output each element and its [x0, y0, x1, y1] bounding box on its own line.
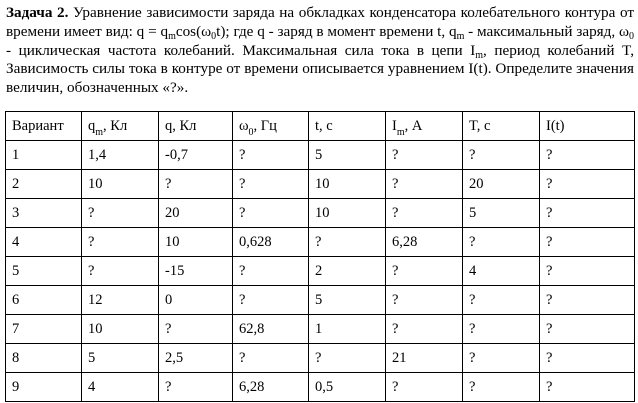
table-cell: 62,8 [233, 315, 309, 344]
table-cell: ? [386, 373, 463, 402]
header-qm-sub: m [95, 127, 104, 139]
table-cell: 4 [463, 257, 540, 286]
table-row [6, 373, 635, 402]
task-text-part-5: - циклическая частота колебаний. Максимальная сила тока в цепи I [6, 41, 476, 59]
table-cell: ? [159, 170, 233, 199]
table-cell: 1 [6, 141, 82, 170]
table-cell: ? [463, 228, 540, 257]
table-cell: 5 [309, 286, 386, 315]
header-w0-unit: , Гц [253, 117, 277, 134]
table-cell: ? [540, 286, 635, 315]
table-row [6, 344, 635, 373]
table-cell: ? [233, 257, 309, 286]
header-T: T, с [463, 112, 540, 141]
table-cell: ? [309, 344, 386, 373]
table-cell: ? [540, 344, 635, 373]
table-cell: ? [386, 170, 463, 199]
table-cell: 5 [463, 199, 540, 228]
table-cell: ? [233, 199, 309, 228]
table-cell: ? [540, 170, 635, 199]
table-cell: ? [82, 228, 159, 257]
table-cell: ? [386, 286, 463, 315]
table-row [6, 257, 635, 286]
table-cell: 3 [6, 199, 82, 228]
table-cell: ? [233, 141, 309, 170]
table-row [6, 199, 635, 228]
table-cell: 5 [309, 141, 386, 170]
task-label: Задача 2. [6, 4, 69, 21]
header-qm-symbol: q [88, 117, 96, 134]
subscript-m-2: m [456, 30, 465, 42]
table-row [6, 286, 635, 315]
header-It: I(t) [540, 112, 635, 141]
table-cell: ? [540, 199, 635, 228]
table-cell: ? [386, 315, 463, 344]
table-row [6, 141, 635, 170]
subscript-m-1: m [168, 30, 176, 42]
subscript-0-2: 0 [629, 30, 634, 42]
table-cell: 2 [309, 257, 386, 286]
table-row [6, 315, 635, 344]
variants-table [5, 111, 635, 402]
table-cell: 4 [82, 373, 159, 402]
table-cell: ? [233, 344, 309, 373]
table-cell: 6,28 [233, 373, 309, 402]
table-cell: ? [386, 199, 463, 228]
table-cell: ? [233, 170, 309, 199]
table-cell: 2,5 [159, 344, 233, 373]
table-cell: 6 [6, 286, 82, 315]
header-w0 [233, 112, 309, 141]
table-cell: 8 [6, 344, 82, 373]
table-cell: ? [463, 373, 540, 402]
table-cell: 4 [6, 228, 82, 257]
table-cell: ? [540, 373, 635, 402]
table-cell: ? [540, 228, 635, 257]
table-cell: 1,4 [82, 141, 159, 170]
table-cell: 20 [159, 199, 233, 228]
table-cell: ? [540, 315, 635, 344]
table-cell: 7 [6, 315, 82, 344]
task-text [6, 4, 634, 98]
subscript-m-3: m [475, 49, 484, 61]
table-cell: ? [540, 257, 635, 286]
table-cell: ? [463, 344, 540, 373]
task-text-part-6: , период колебаний T, Зависимость силы тока в контуре от времени описывается уравнением I(t). Определите значения величин, обозначенных «?». [6, 41, 634, 97]
table-cell: 10 [82, 315, 159, 344]
table-cell: 10 [309, 170, 386, 199]
table-cell: ? [540, 141, 635, 170]
table-cell: 21 [386, 344, 463, 373]
table-cell: 1 [309, 315, 386, 344]
table-cell: ? [463, 286, 540, 315]
table-cell: 5 [6, 257, 82, 286]
header-qm [82, 112, 159, 141]
header-w0-sub: 0 [248, 127, 254, 139]
table-cell: 2 [6, 170, 82, 199]
table-cell: ? [463, 141, 540, 170]
header-Im-unit: , А [404, 117, 423, 134]
table-cell: ? [309, 228, 386, 257]
table-row [6, 228, 635, 257]
table-cell: 0,5 [309, 373, 386, 402]
table-cell: ? [463, 315, 540, 344]
header-t: t, с [309, 112, 386, 141]
header-q: q, Кл [159, 112, 233, 141]
header-w0-symbol: ω [239, 117, 249, 134]
table-cell: ? [386, 141, 463, 170]
table-header-row [6, 112, 635, 141]
table-cell: 10 [159, 228, 233, 257]
table-cell: 0,628 [233, 228, 309, 257]
header-Im-sub: m [396, 127, 405, 139]
task-text-part-2: cos(ω [175, 22, 212, 40]
table-cell: -15 [159, 257, 233, 286]
table-cell: ? [233, 286, 309, 315]
table-cell: -0,7 [159, 141, 233, 170]
table-cell: ? [159, 373, 233, 402]
task-text-part-1: Уравнение зависимости заряда на обкладках конденсатора колебательного контура от времени имеет вид: q = q [6, 4, 634, 40]
table-cell: 12 [82, 286, 159, 315]
header-Im [386, 112, 463, 141]
table-cell: ? [386, 257, 463, 286]
header-Im-symbol: I [392, 117, 397, 134]
subscript-0-1: 0 [211, 30, 217, 42]
table-cell: ? [82, 257, 159, 286]
table-cell: ? [159, 315, 233, 344]
table-cell: 10 [309, 199, 386, 228]
task-text-part-3: t); где q - заряд в момент времени t, q [216, 22, 457, 40]
table-cell: 6,28 [386, 228, 463, 257]
task-text-part-4: - максимальный заряд, ω [464, 22, 629, 40]
table-cell: ? [82, 199, 159, 228]
table-cell: 5 [82, 344, 159, 373]
table-cell: 20 [463, 170, 540, 199]
table-body [6, 141, 635, 402]
header-variant: Вариант [6, 112, 82, 141]
header-qm-unit: , Кл [103, 117, 128, 134]
table-cell: 10 [82, 170, 159, 199]
table-cell: 0 [159, 286, 233, 315]
table-cell: 9 [6, 373, 82, 402]
table-row [6, 170, 635, 199]
